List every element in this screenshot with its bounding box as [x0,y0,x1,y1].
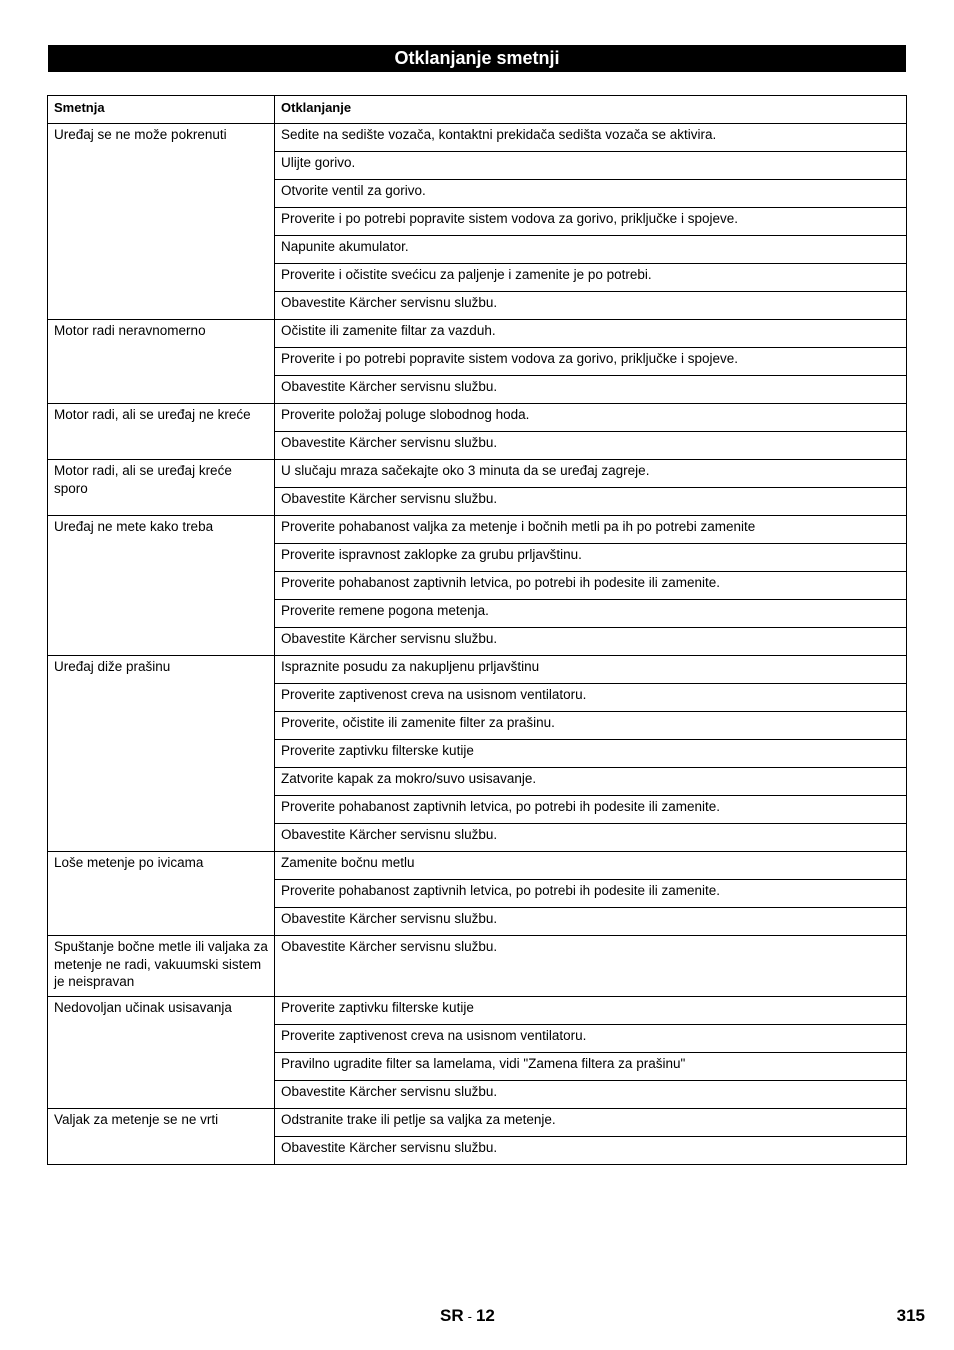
remedy-cell: Napunite akumulator. [275,236,907,264]
footer-lang: SR [440,1306,464,1325]
remedy-cell: Obavestite Kärcher servisnu službu. [275,936,907,997]
fault-cell: Uređaj se ne može pokrenuti [48,124,275,320]
remedy-cell: Obavestite Kärcher servisnu službu. [275,628,907,656]
table-row [48,460,907,488]
remedy-cell: Proverite i po potrebi popravite sistem vodova za gorivo, priključke i spojeve. [275,348,907,376]
remedy-cell: Obavestite Kärcher servisnu službu. [275,292,907,320]
header-remedy: Otklanjanje [275,96,907,124]
remedy-cell: Proverite, očistite ili zamenite filter za prašinu. [275,712,907,740]
table-row [48,320,907,348]
remedy-cell: Obavestite Kärcher servisnu službu. [275,432,907,460]
remedy-cell: Proverite zaptivenost creva na usisnom ventilatoru. [275,1024,907,1052]
fault-cell: Motor radi neravnomerno [48,320,275,404]
remedy-cell: Obavestite Kärcher servisnu službu. [275,824,907,852]
fault-cell: Motor radi, ali se uređaj kreće sporo [48,460,275,516]
table-row [48,936,907,997]
table-row [48,1108,907,1136]
footer-section-page: 12 [475,1306,495,1325]
remedy-cell: Zamenite bočnu metlu [275,852,907,880]
remedy-cell: Sedite na sedište vozača, kontaktni prekidača sedišta vozača se aktivira. [275,124,907,152]
remedy-cell: Obavestite Kärcher servisnu službu. [275,1080,907,1108]
footer-separator: - [467,1309,472,1324]
remedy-cell: Očistite ili zamenite filtar za vazduh. [275,320,907,348]
remedy-cell: Proverite zaptivenost creva na usisnom ventilatoru. [275,684,907,712]
remedy-cell: Zatvorite kapak za mokro/suvo usisavanje. [275,768,907,796]
fault-cell: Spuštanje bočne metle ili valjaka za metenje ne radi, vakuumski sistem je neispravan [48,936,275,997]
table-row [48,656,907,684]
remedy-cell: Pravilno ugradite filter sa lamelama, vidi "Zamena filtera za prašinu" [275,1052,907,1080]
remedy-cell: Proverite i očistite svećicu za paljenje i zamenite je po potrebi. [275,264,907,292]
table-row [48,516,907,544]
remedy-cell: Proverite zaptivku filterske kutije [275,996,907,1024]
fault-cell: Loše metenje po ivicama [48,852,275,936]
remedy-cell: U slučaju mraza sačekajte oko 3 minuta da se uređaj zagreje. [275,460,907,488]
footer-section-code [440,1306,495,1326]
fault-cell: Motor radi, ali se uređaj ne kreće [48,404,275,460]
remedy-cell: Obavestite Kärcher servisnu službu. [275,376,907,404]
troubleshooting-table [47,95,907,1165]
table-row [48,852,907,880]
page-number: 315 [896,1306,925,1325]
remedy-cell: Proverite zaptivku filterske kutije [275,740,907,768]
remedy-cell: Proverite pohabanost zaptivnih letvica, po potrebi ih podesite ili zamenite. [275,572,907,600]
remedy-cell: Otvorite ventil za gorivo. [275,180,907,208]
table-row [48,404,907,432]
fault-cell: Uređaj ne mete kako treba [48,516,275,656]
fault-cell: Uređaj diže prašinu [48,656,275,852]
remedy-cell: Odstranite trake ili petlje sa valjka za metenje. [275,1108,907,1136]
table-header-row [48,96,907,124]
remedy-cell: Proverite i po potrebi popravite sistem vodova za gorivo, priključke i spojeve. [275,208,907,236]
page-title: Otklanjanje smetnji [48,45,906,72]
fault-cell: Valjak za metenje se ne vrti [48,1108,275,1164]
remedy-cell: Proverite pohabanost zaptivnih letvica, po potrebi ih podesite ili zamenite. [275,880,907,908]
table-row [48,124,907,152]
remedy-cell: Proverite položaj poluge slobodnog hoda. [275,404,907,432]
fault-cell: Nedovoljan učinak usisavanja [48,996,275,1108]
remedy-cell: Obavestite Kärcher servisnu službu. [275,908,907,936]
remedy-cell: Ispraznite posudu za nakupljenu prljavštinu [275,656,907,684]
remedy-cell: Obavestite Kärcher servisnu službu. [275,488,907,516]
remedy-cell: Proverite remene pogona metenja. [275,600,907,628]
table-body [48,124,907,1165]
header-fault: Smetnja [48,96,275,124]
remedy-cell: Proverite ispravnost zaklopke za grubu prljavštinu. [275,544,907,572]
remedy-cell: Proverite pohabanost valjka za metenje i bočnih metli pa ih po potrebi zamenite [275,516,907,544]
remedy-cell: Ulijte gorivo. [275,152,907,180]
remedy-cell: Proverite pohabanost zaptivnih letvica, po potrebi ih podesite ili zamenite. [275,796,907,824]
table-row [48,996,907,1024]
remedy-cell: Obavestite Kärcher servisnu službu. [275,1136,907,1164]
